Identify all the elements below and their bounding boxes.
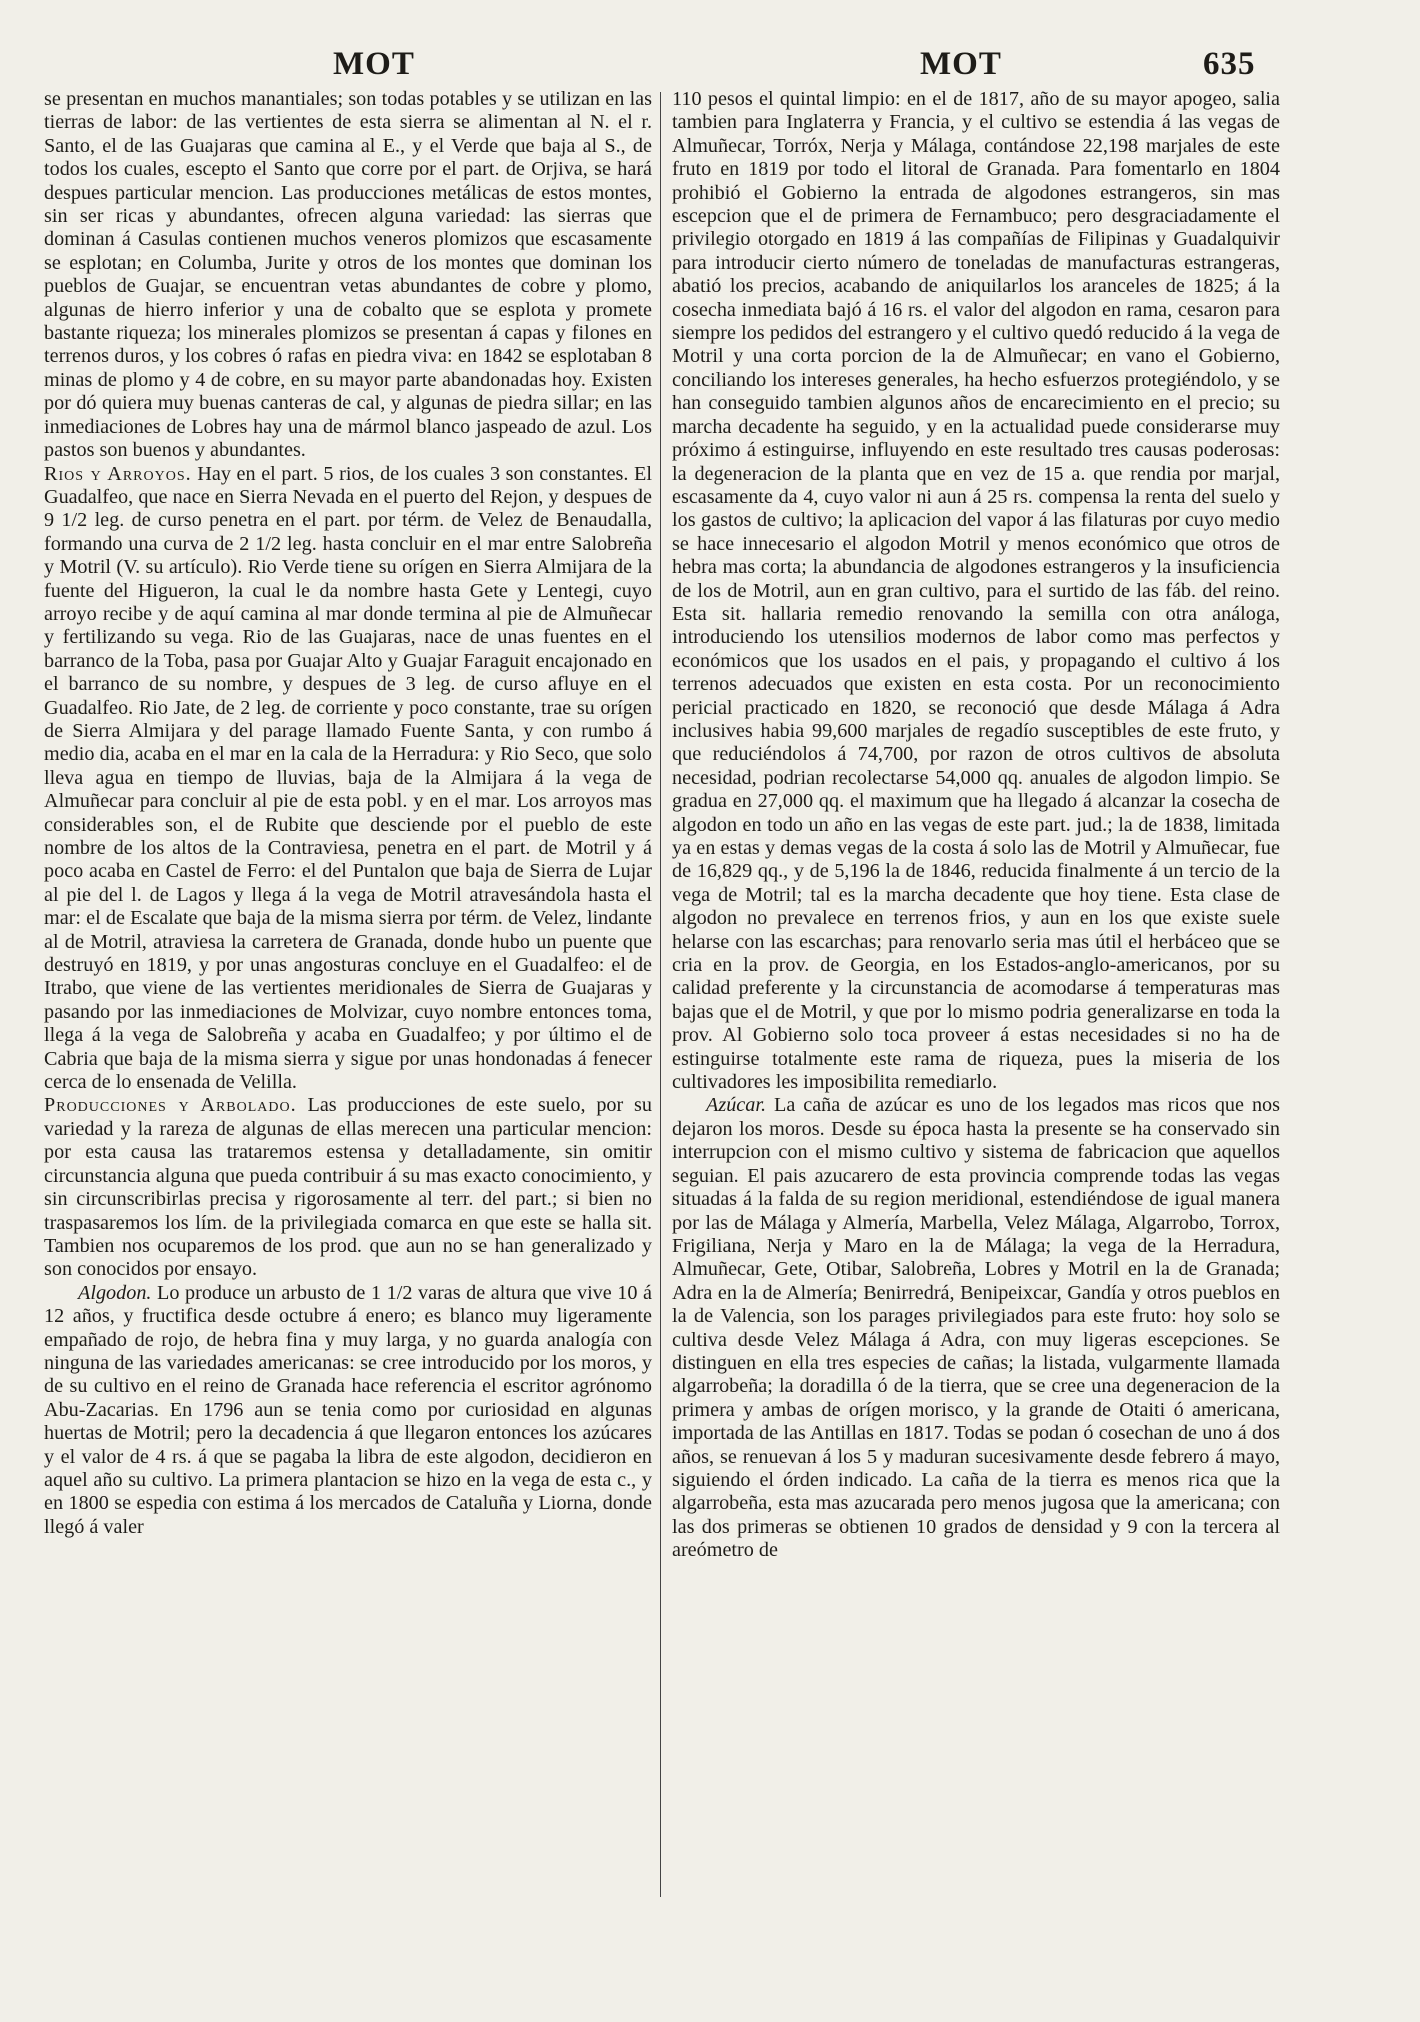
running-head-right: MOT <box>920 46 1002 82</box>
section-text-algodon: Lo produce un arbusto de 1 1/2 varas de altura que vive 10 á 12 años, y fructifica desde octubre á enero; es blanco muy ligeramente empañado de rojo, de hebra fina y muy larga, y no guarda analogía con ninguna de las variedades americanas: se cree introducido por los moros, y de su cultivo en el reino de Granada hace referencia el escritor agrónomo Abu-Zacarias. En 1796 aun se tenia como por curiosidad en algunas huertas de Motril; pero la decadencia á que llegaron entonces los azúcares y el valor de 4 rs. á que se pagaba la libra de este algodon, decidieron en aquel año su cultivo. La primera plantacion se hizo en la vega de esta c., y en 1800 se espedia con estima á los mercados de Cataluña y Liorna, donde llegó á valer <box>44 1281 652 1538</box>
left-column <box>44 88 652 1539</box>
paragraph-algodon <box>44 1282 652 1539</box>
subheading-algodon: Algodon. <box>78 1281 152 1304</box>
right-column <box>672 88 1280 1563</box>
paragraph-producciones <box>44 1094 652 1281</box>
paragraph-rios <box>44 463 652 1095</box>
paragraph-algodon-continued: 110 pesos el quintal limpio: en el de 1817, año de su mayor apogeo, salia tambien para Inglaterra y Francia, y el cultivo se estendia á las vegas de Almuñecar, Torróx, Nerja y Málaga, contándose 22,198 marjales de este fruto en 1819 por todo el litoral de Granada. Para fomentarlo en 1804 prohibió el Gobierno la entrada de algodones estrangeros, sin mas escepcion que el de primera de Fernambuco; pero desgraciadamente el privilegio otorgado en 1819 á las compañías de Filipinas y Guadalquivir para introducir cierto número de toneladas de manufacturas estrangeras, abatió los precios, acabando de aniquilarlos los aranceles de 1825; á la cosecha inmediata bajó á 16 rs. el valor del algodon en rama, cesaron para siempre los pedidos del estrangero y el cultivo quedó reducido á la vega de Motril y una corta porcion de la de Almuñecar; en vano el Gobierno, conciliando los intereses generales, ha hecho esfuerzos protegiéndolo, y se han conseguido tambien algunos años de encarecimiento en el precio; su marcha decadente ha seguido, y en la actualidad puede considerarse muy próximo á estinguirse, influyendo en este resultado tres causas poderosas: la degeneracion de la planta que en vez de 15 a. que rendia por marjal, escasamente da 4, cuyo valor ni aun á 25 rs. compensa la renta del suelo y los gastos de cultivo; la aplicacion del vapor á las filaturas por cuyo medio se hace innecesario el algodon Motril y menos económico que otros de hebra mas corta; la abundancia de algodones estrangeros y la insuficiencia de los de Motril, aun en gran cultivo, para el surtido de las fáb. del reino. Esta sit. hallaria remedio renovando la semilla con otra análoga, introduciendo los utensilios modernos de labor como mas perfectos y económicos que los usados en el pais, y propagando el cultivo á los terrenos adecuados que existen en esta costa. Por un reconocimiento pericial practicado en 1820, se reconoció que desde Málaga á Adra inclusives habia 99,600 marjales de regadío susceptibles de este fruto, y que reduciéndolos á 74,700, por razon de otros cultivos de absoluta necesidad, podrian recolectarse 54,000 qq. anuales de algodon limpio. Se gradua en 27,000 qq. el maximum que ha llegado á alcanzar la cosecha de algodon en todo un año en las vegas de este part. jud.; la de 1838, limitada ya en estas y demas vegas de la costa á solo las de Motril y Almuñecar, fue de 16,829 qq., y de 5,196 la de 1846, reducida finalmente á un tercio de la vega de Motril; tal es la marcha decadente que hoy tiene. Esta clase de algodon no prevalece en terrenos frios, y aun en los que existe suele helarse con las escarchas; para renovarlo seria mas útil el herbáceo que se cria en la prov. de Georgia, en los Estados-anglo-americanos, por su calidad preferente y la circunstancia de acomodarse á temperaturas mas bajas que el de Motril, y que por lo mismo podria generalizarse en toda la prov. Al Gobierno solo toca proveer á estas necesidades si no ha de estinguirse totalmente este rama de riqueza, pues la miseria de los cultivadores les imposibilita remediarlo. <box>672 88 1280 1094</box>
running-head-left: MOT <box>333 46 415 82</box>
paragraph-sierra: se presentan en muchos manantiales; son todas potables y se utilizan en las tierras de labor: de las vertientes de esta sierra se alimentan al N. el r. Santo, el de las Guajaras que camina al E., y el Verde que baja al S., de todos los cuales, escepto el Santo que corre por el part. de Orjiva, se hará despues particular mencion. Las producciones metálicas de estos montes, sin ser ricas y abundantes, ofrecen alguna variedad: las sierras que dominan á Casulas contienen muchos veneros plomizos que escasamente se esplotan; en Columba, Jurite y otros de los montes que dominan los pueblos de Guajar, se encuentran vetas abundantes de cobre y plomo, algunas de hierro inferior y una de cobalto que se esplota y promete bastante riqueza; los minerales plomizos se presentan á capas y filones en terrenos duros, y los cobres ó rafas en piedra viva: en 1842 se esplotaban 8 minas de plomo y 4 de cobre, en su mayor parte abandonadas hoy. Existen por dó quiera muy buenas canteras de cal, y algunas de piedra sillar; en las inmediaciones de Lobres hay una de mármol blanco jaspeado de azul. Los pastos son buenos y abundantes. <box>44 88 652 462</box>
paragraph-azucar <box>672 1094 1280 1562</box>
section-text-producciones: Las producciones de este suelo, por su variedad y la rareza de algunas de ellas merecen una particular mencion: por esta causa las trataremos estensa y detalladamente, sin omitir circunstancia alguna que pueda contribuir á su mas exacto conocimiento, y sin circunscribirlas precisa y rigorosamente al terr. del part.; si bien no traspasaremos los lím. de la privilegiada comarca en que este se halla sit. Tambien nos ocuparemos de los prod. que aun no se han generalizado y son conocidos por ensayo. <box>44 1094 652 1281</box>
section-text-azucar: La caña de azúcar es uno de los legados mas ricos que nos dejaron los moros. Desde su época hasta la presente se ha conservado sin interrupcion con el mismo cultivo y sistema de fabricacion que aquellos seguian. El pais azucarero de esta provincia comprende todas las vegas situadas á la falda de su region meridional, estendiéndose de igual manera por las de Málaga y Almería, Marbella, Velez Málaga, Algarrobo, Torrox, Frigiliana, Nerja y Maro en la de Málaga; la vega de la Herradura, Almuñecar, Gete, Otibar, Salobreña, Lobres y Motril en la de Granada; Adra en la de Almería; Benirredrá, Benipeixcar, Gandía y otros pueblos en la de Valencia, son los parages privilegiados para este fruto: hoy solo se cultiva desde Velez Málaga á Adra, con muy ligeras escepciones. Se distinguen en ella tres especies de cañas; la listada, vulgarmente llamada algarrobeña; la doradilla ó de la tierra, que se cree una degeneracion de la primera y ambas de orígen morisco, y la grande de Otaiti ó americana, importada de las Antillas en 1817. Todas se podan ó cosechan de uno á dos años, se renuevan á los 5 y maduran sucesivamente desde febrero á mayo, siguiendo el órden indicado. La caña de la tierra es menos rica que la algarrobeña, esta mas azucarada pero menos jugosa que la americana; con las dos primeras se obtienen 10 grados de densidad y 9 con la tercera al areómetro de <box>672 1094 1281 1562</box>
column-divider <box>660 92 661 1897</box>
section-heading-producciones: Producciones y Arbolado. <box>44 1094 297 1117</box>
subheading-azucar: Azúcar. <box>706 1094 766 1117</box>
section-text-rios: Hay en el part. 5 rios, de los cuales 3 son constantes. El Guadalfeo, que nace en Sierra Nevada en el puerto del Rejon, y despues de 9 1/2 leg. de curso penetra en el part. por térm. de Velez de Benaudalla, formando una curva de 2 1/2 leg. hasta concluir en el mar entre Salobreña y Motril (V. su artículo). Rio Verde tiene su orígen en Sierra Almijara de la fuente del Higueron, la cual le da nombre hasta Gete y Lentegi, cuyo arroyo recibe y de aquí camina al mar donde termina al pie de Almuñecar y fertilizando su vega. Rio de las Guajaras, nace de unas fuentes en el barranco de la Toba, pasa por Guajar Alto y Guajar Faraguit encajonado en el barranco de su nombre, y despues de 3 leg. de curso afluye en el Guadalfeo. Rio Jate, de 2 leg. de corriente y poco constante, trae su orígen de Sierra Almijara y del parage llamado Fuente Santa, y con rumbo á medio dia, acaba en el mar en la cala de la Herradura: y Rio Seco, que solo lleva agua en tiempo de lluvias, baja de la Almijara á la vega de Almuñecar para concluir al pie de esta pobl. y en el mar. Los arroyos mas considerables son, el de Rubite que desciende por el pueblo de este nombre de los altos de la Contraviesa, penetra en el part. de Motril y á poco acaba en Castel de Ferro: el del Puntalon que baja de Sierra de Lujar al pie del l. de Lagos y llega á la vega de Motril atravesándola hasta el mar: el de Escalate que baja de la misma sierra por térm. de Velez, lindante al de Motril, atraviesa la carretera de Granada, donde hubo un puente que destruyó en 1819, y por unas angosturas concluye en el Guadalfeo: el de Itrabo, que viene de las vertientes meridionales de Sierra de Guajaras y pasando por las inmediaciones de Molvizar, cuyo nombre entonces toma, llega á la vega de Salobreña y acaba en Guadalfeo; y por último el de Cabria que baja de la misma sierra y sigue por unas hondonadas á fenecer cerca de lo ensenada de Velilla. <box>44 462 652 1094</box>
page-number: 635 <box>1203 46 1256 82</box>
section-heading-rios: Rios y Arroyos. <box>44 462 192 485</box>
